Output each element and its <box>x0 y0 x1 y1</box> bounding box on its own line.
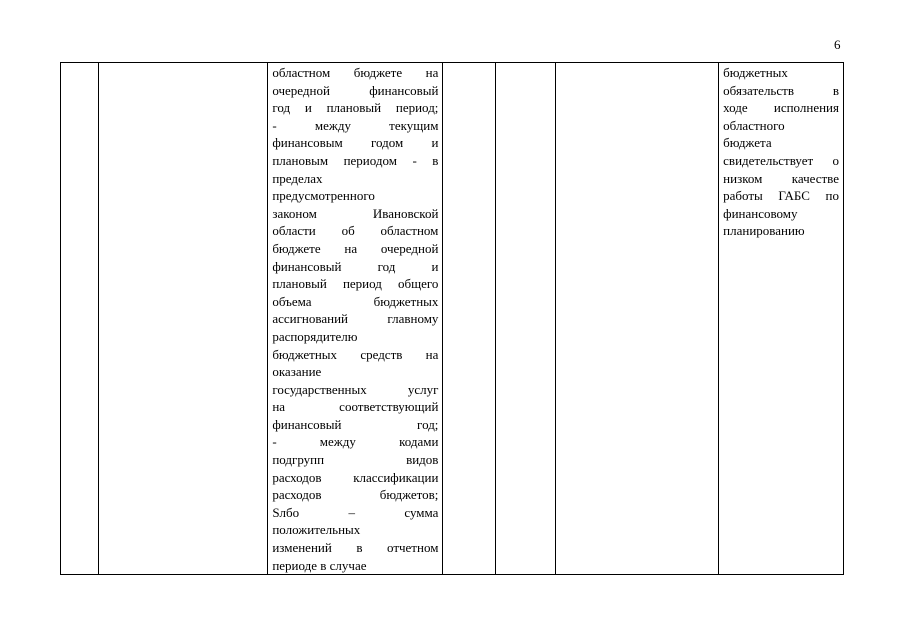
criteria-table-container <box>60 62 844 573</box>
table-cell-col4 <box>443 63 495 575</box>
text-line: бюджете на очередной <box>272 240 439 256</box>
text-line: государственных услуг <box>272 381 439 397</box>
text-line: очередной финансовый <box>272 82 439 98</box>
text-line: финансовому <box>723 205 798 221</box>
table-cell-col3 <box>268 63 443 575</box>
text-line: бюджетных <box>723 65 788 80</box>
text-line: бюджета <box>723 135 772 151</box>
text-line: плановым периодом - в <box>272 152 439 168</box>
text-line: работы ГАБС по <box>723 188 839 204</box>
text-line: расходов классификации <box>272 469 439 485</box>
text-line: законом Ивановской <box>272 205 439 221</box>
text-line: распорядителю <box>272 328 358 344</box>
cell-text-calculation-description <box>268 63 442 574</box>
text-line: пределах <box>272 170 323 186</box>
text-line: низком качестве <box>723 170 839 186</box>
text-line: свидетельствует о <box>723 152 839 168</box>
text-line: ходе исполнения <box>723 100 839 116</box>
page-number: 6 <box>834 37 841 52</box>
table-row <box>61 63 844 575</box>
text-line: - между кодами <box>272 434 439 450</box>
table-cell-col2 <box>99 63 268 575</box>
text-line: год и плановый период; <box>272 100 439 116</box>
table-cell-col7 <box>719 63 844 575</box>
text-line: объема бюджетных <box>272 293 439 309</box>
table-cell-col5 <box>495 63 555 575</box>
criteria-table <box>60 62 844 575</box>
text-line: предусмотренного <box>272 188 375 204</box>
text-line: - между текущим <box>272 117 439 133</box>
text-line: финансовый год; <box>272 416 439 432</box>
text-line: оказание <box>272 364 322 380</box>
text-line: положительных <box>272 522 361 538</box>
text-line: финансовым годом и <box>272 135 439 151</box>
text-line: планированию <box>723 223 805 239</box>
text-line: расходов бюджетов; <box>272 487 439 503</box>
cell-text-comment <box>719 63 843 240</box>
text-line: на соответствующий <box>272 399 439 415</box>
table-cell-col1 <box>61 63 99 575</box>
text-line: подгрупп видов <box>272 452 439 468</box>
text-line: финансовый год и <box>272 258 439 274</box>
text-line: Sлбо – сумма <box>272 504 439 520</box>
text-line: областного <box>723 117 785 133</box>
text-line: ассигнований главному <box>272 311 439 327</box>
text-line: областном бюджете на <box>272 65 439 80</box>
text-line: обязательств в <box>723 82 839 98</box>
text-line: периоде в случае <box>272 557 367 573</box>
text-line: бюджетных средств на <box>272 346 439 362</box>
table-cell-col6 <box>556 63 719 575</box>
text-line: области об областном <box>272 223 439 239</box>
text-line: изменений в отчетном <box>272 540 439 556</box>
text-line: плановый период общего <box>272 276 439 292</box>
